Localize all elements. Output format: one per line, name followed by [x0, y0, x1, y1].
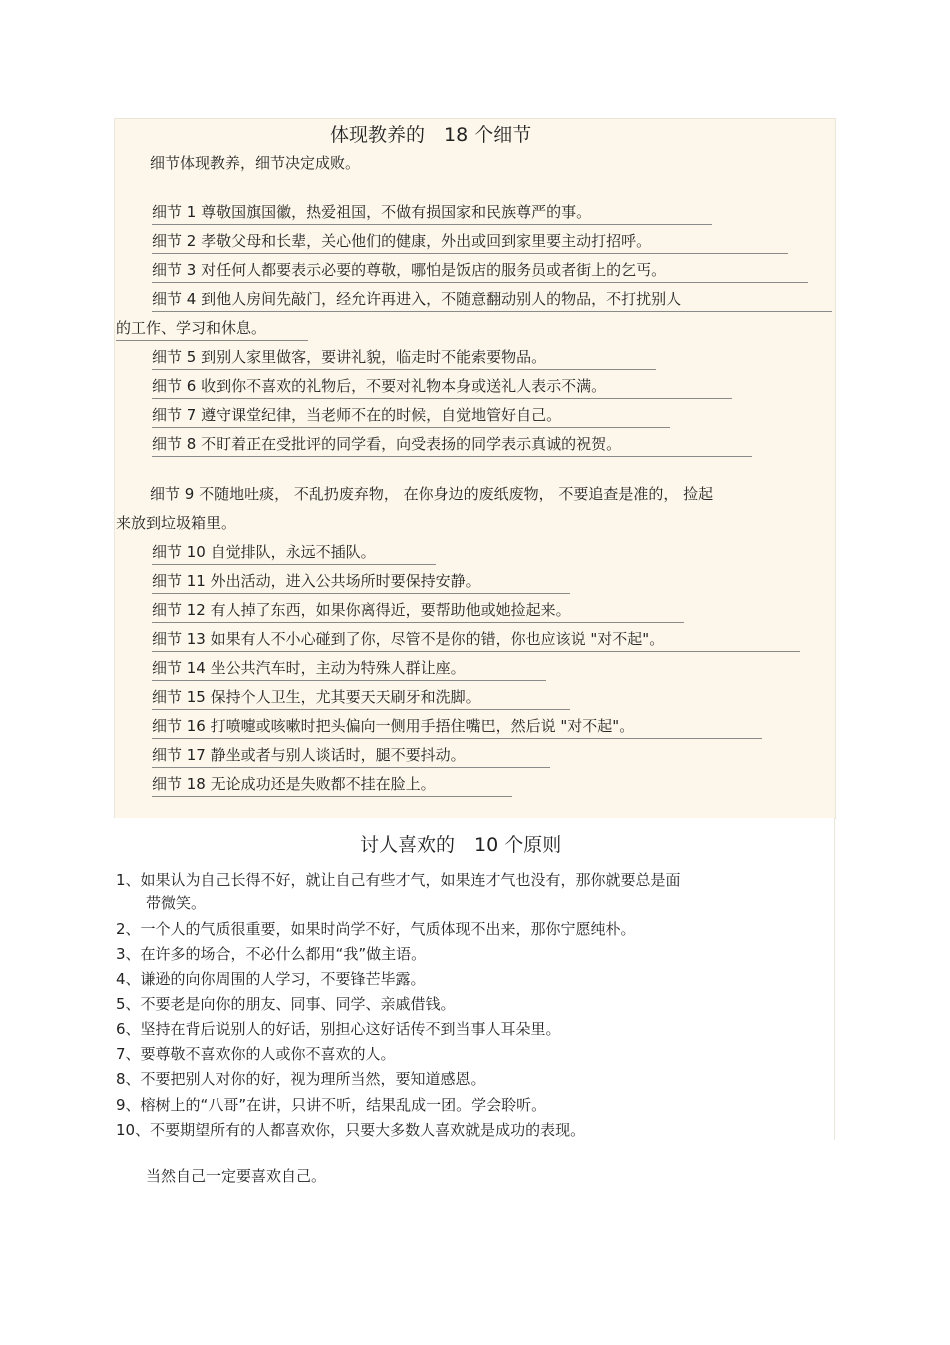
detail-11: 细节 11 外出活动，进入公共场所时要保持安静。 — [152, 571, 570, 594]
rule-5: 5、不要老是向你的朋友、同事、同学、亲戚借钱。 — [116, 995, 456, 1013]
detail-14: 细节 14 坐公共汽车时，主动为特殊人群让座。 — [152, 658, 546, 681]
rule-1-cont: 带微笑。 — [116, 894, 207, 912]
detail-2: 细节 2 孝敬父母和长辈，关心他们的健康，外出或回到家里要主动打招呼。 — [152, 231, 788, 254]
rule-7: 7、要尊敬不喜欢你的人或你不喜欢的人。 — [116, 1045, 396, 1063]
detail-4: 细节 4 到他人房间先敲门，经允许再进入，不随意翻动别人的物品，不打扰别人 — [152, 289, 832, 312]
rule-4: 4、谦逊的向你周围的人学习，不要锋芒毕露。 — [116, 970, 426, 988]
detail-4-cont: 的工作、学习和休息。 — [116, 318, 308, 341]
detail-3: 细节 3 对任何人都要表示必要的尊敬，哪怕是饭店的服务员或者街上的乞丐。 — [152, 260, 808, 283]
detail-10: 细节 10 自觉排队，永远不插队。 — [152, 542, 436, 565]
detail-13: 细节 13 如果有人不小心碰到了你，尽管不是你的错，你也应该说 "对不起"。 — [152, 629, 800, 652]
rule-9: 9、榕树上的“八哥”在讲，只讲不听，结果乱成一团。学会聆听。 — [116, 1096, 547, 1114]
detail-17: 细节 17 静坐或者与别人谈话时，腿不要抖动。 — [152, 745, 550, 768]
detail-7: 细节 7 遵守课堂纪律，当老师不在的时候，自觉地管好自己。 — [152, 405, 670, 428]
rule-3: 3、在许多的场合，不必什么都用“我”做主语。 — [116, 945, 427, 963]
detail-16: 细节 16 打喷嚏或咳嗽时把头偏向一侧用手捂住嘴巴，然后说 "对不起"。 — [152, 716, 762, 739]
rule-1: 1、如果认为自己长得不好，就让自己有些才气，如果连才气也没有，那你就要总是面 — [116, 871, 681, 889]
detail-8: 细节 8 不盯着正在受批评的同学看，向受表扬的同学表示真诚的祝贺。 — [152, 434, 752, 457]
detail-9: 细节 9 不随地吐痰， 不乱扔废弃物， 在你身边的废纸废物， 不要追查是准的， 捡起 — [150, 485, 714, 503]
detail-6: 细节 6 收到你不喜欢的礼物后，不要对礼物本身或送礼人表示不满。 — [152, 376, 732, 399]
detail-5: 细节 5 到别人家里做客，要讲礼貌，临走时不能索要物品。 — [152, 347, 656, 370]
rule-10: 10、不要期望所有的人都喜欢你，只要大多数人喜欢就是成功的表现。 — [116, 1121, 586, 1139]
section1-intro: 细节体现教养，细节决定成败。 — [150, 154, 361, 172]
detail-9-cont: 来放到垃圾箱里。 — [116, 514, 237, 532]
rule-8: 8、不要把别人对你的好，视为理所当然，要知道感恩。 — [116, 1070, 486, 1088]
rule-2: 2、一个人的气质很重要，如果时尚学不好，气质体现不出来，那你宁愿纯朴。 — [116, 920, 636, 938]
detail-15: 细节 15 保持个人卫生，尤其要天天刷牙和洗脚。 — [152, 687, 570, 710]
detail-1: 细节 1 尊敬国旗国徽，热爱祖国，不做有损国家和民族尊严的事。 — [152, 202, 712, 225]
detail-12: 细节 12 有人掉了东西，如果你离得近，要帮助他或她捡起来。 — [152, 600, 684, 623]
rule-6: 6、坚持在背后说别人的好话，别担心这好话传不到当事人耳朵里。 — [116, 1020, 561, 1038]
closing-line: 当然自己一定要喜欢自己。 — [146, 1167, 327, 1185]
detail-18: 细节 18 无论成功还是失败都不挂在脸上。 — [152, 774, 512, 797]
section2-title: 讨人喜欢的 10 个原则 — [360, 834, 562, 856]
section1-title: 体现教养的 18 个细节 — [330, 124, 532, 146]
